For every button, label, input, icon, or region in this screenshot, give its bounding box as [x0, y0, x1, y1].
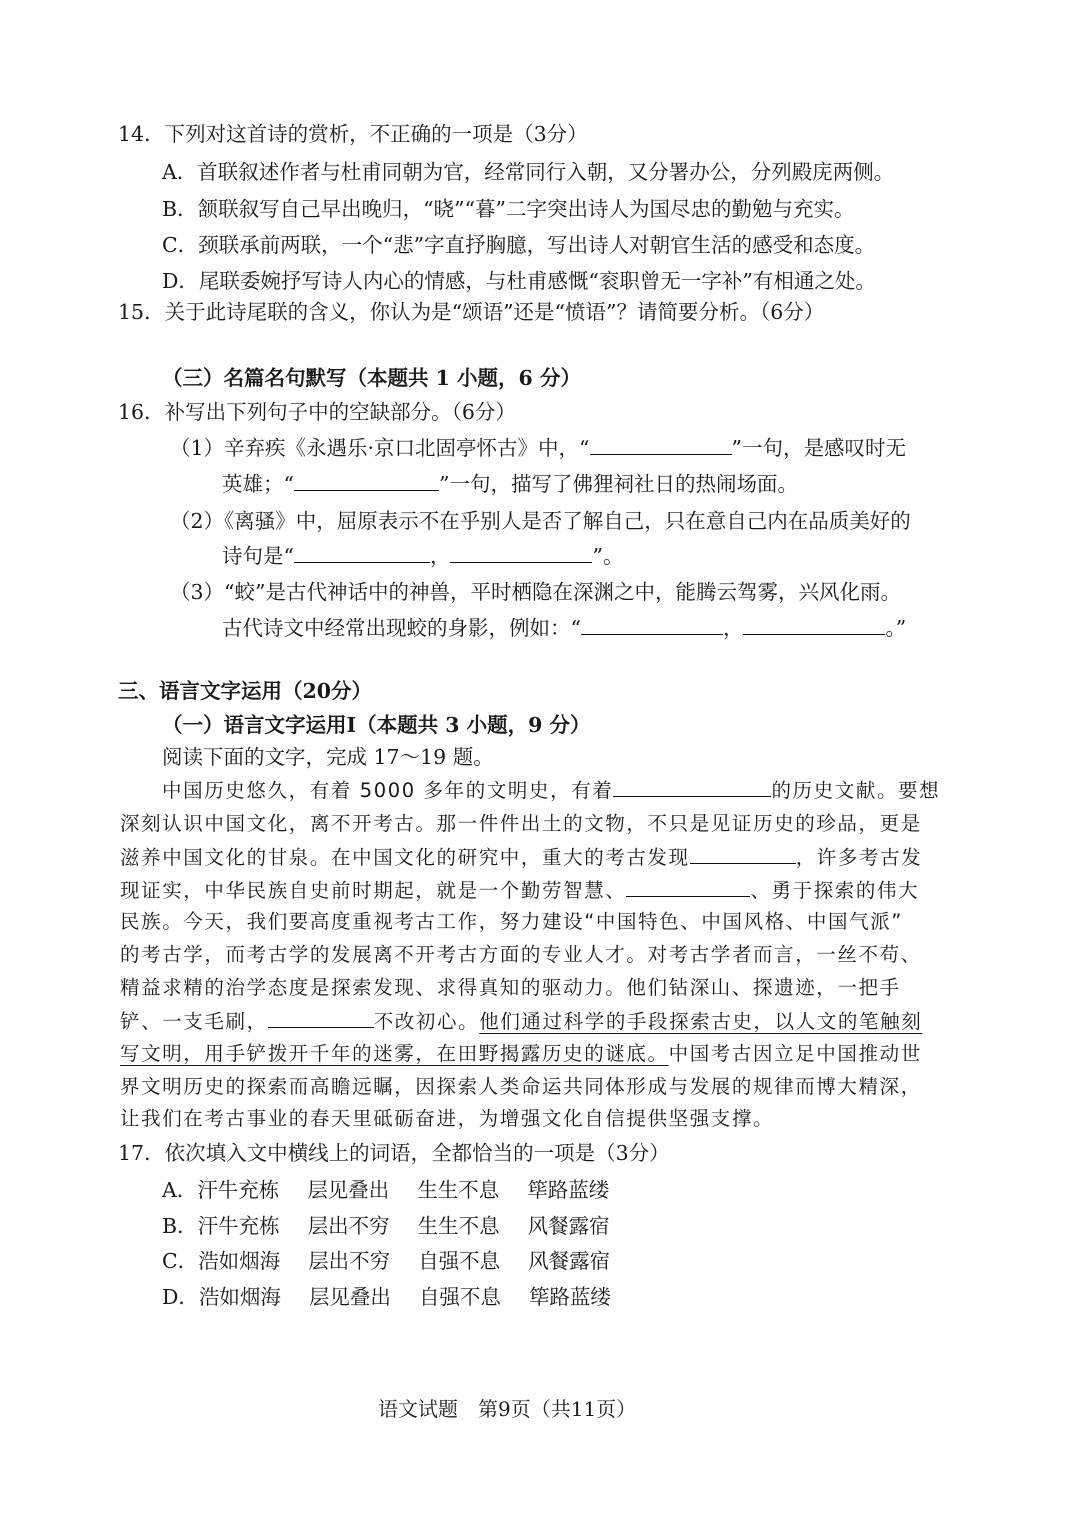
q16-p3-comma: ， — [722, 616, 744, 640]
passage-line3-a: 滋养中国文化的甘泉。在中国文化的研究中，重大的考古发现 — [120, 846, 690, 869]
answer-blank[interactable] — [743, 614, 885, 635]
q16-part2-line1: （2）《离骚》中，屈原表示不在乎别人是否了解自己，只在意自己内在品质美好的 — [170, 509, 911, 533]
option-word: 汗牛充栋 — [197, 1214, 280, 1238]
passage-line8-b: 不改初心。 — [373, 1010, 480, 1033]
q16-part3-line2 — [222, 614, 906, 642]
underlined-sentence-end: 写文明，用手铲拨开千年的迷雾，在田野揭露历史的谜底。 — [120, 1042, 669, 1065]
option-word: 层出不穷 — [308, 1249, 391, 1273]
q16-p2-text-before: 诗句是“ — [222, 544, 294, 568]
passage-line: 精益求精的治学态度是探索发现、求得真知的驱动力。他们钻深山、探遗迹，一把手 — [120, 976, 901, 999]
passage-line — [162, 776, 940, 805]
q14-option-d: D．尾联委婉抒写诗人内心的情感，与杜甫感慨“衮职曾无一字补”有相通之处。 — [162, 269, 876, 293]
q17-option-d — [162, 1283, 611, 1311]
option-word: 层出不穷 — [307, 1214, 390, 1238]
q16-p3-text-before: 古代诗文中经常出现蛟的身影，例如：“ — [222, 616, 581, 640]
answer-blank[interactable] — [268, 1007, 374, 1028]
q16-p1b-text-before: 英雄；“ — [222, 472, 294, 496]
q17-option-c — [162, 1247, 610, 1275]
answer-blank[interactable] — [450, 542, 592, 563]
option-label: B． — [162, 1214, 198, 1238]
passage-line3-b: ，许多考古发 — [795, 846, 923, 869]
q16-part3-line1: （3）“蛟”是古代神话中的神兽，平时栖隐在深渊之中，能腾云驾雾，兴风化雨。 — [170, 580, 902, 604]
option-label: C． — [162, 1249, 199, 1273]
option-word: 层见叠出 — [307, 1178, 390, 1202]
reading-instruction: 阅读下面的文字，完成 17～19 题。 — [162, 745, 494, 769]
passage-line1-b: 的历史文献。要想 — [771, 779, 941, 802]
option-word: 筚路蓝缕 — [527, 1178, 610, 1202]
option-word: 层见叠出 — [308, 1285, 391, 1309]
option-label: A． — [162, 1178, 198, 1202]
passage-line: 让我们在考古事业的春天里砥砺奋进，为增强文化自信提供坚强支撑。 — [120, 1107, 775, 1130]
option-word: 浩如烟海 — [198, 1285, 281, 1309]
passage-line — [120, 1007, 922, 1036]
answer-blank[interactable] — [690, 843, 796, 864]
q15-stem: 15．关于此诗尾联的含义，你认为是“颂语”还是“愤语”？请简要分析。（6分） — [118, 300, 825, 324]
q16-part2-line2 — [222, 542, 623, 570]
option-word: 汗牛充栋 — [197, 1178, 280, 1202]
q17-option-a — [162, 1176, 609, 1204]
answer-blank[interactable] — [294, 542, 430, 563]
passage-line4-b: 、勇于探索的伟大 — [750, 879, 920, 902]
option-word: 生生不息 — [417, 1214, 500, 1238]
q16-p2-comma: ， — [429, 544, 451, 568]
option-word: 风餐露宿 — [528, 1249, 611, 1273]
passage-line9-b: 中国考古因立足中国推动世 — [668, 1042, 922, 1065]
option-word: 风餐露宿 — [527, 1214, 610, 1238]
option-word: 生生不息 — [417, 1178, 500, 1202]
part3-sub-heading: （一）语言文字运用Ⅰ（本题共 3 小题，9 分） — [162, 713, 591, 737]
q14-stem: 14．下列对这首诗的赏析，不正确的一项是（3分） — [118, 122, 588, 146]
q14-option-a: A．首联叙述作者与杜甫同朝为官，经常同行入朝，又分署办公，分列殿庑两侧。 — [162, 160, 895, 184]
passage-line — [120, 1040, 922, 1068]
answer-blank[interactable] — [294, 470, 439, 491]
option-word: 自强不息 — [418, 1285, 501, 1309]
passage-line: 民族。今天，我们要高度重视考古工作，努力建设“中国特色、中国风格、中国气派” — [120, 910, 904, 933]
option-word: 浩如烟海 — [198, 1249, 281, 1273]
option-word: 筚路蓝缕 — [528, 1285, 611, 1309]
option-word: 自强不息 — [418, 1249, 501, 1273]
q17-option-b — [162, 1212, 610, 1240]
part3-heading: 三、语言文字运用（20分） — [118, 679, 373, 703]
q16-part1-line2 — [222, 470, 798, 498]
q14-option-b: B．颔联叙写自己早出晚归，“晓”“暮”二字突出诗人为国尽忠的勤勉与充实。 — [162, 197, 855, 221]
q16-p1-text-before: （1）辛弃疾《永遇乐·京口北固亭怀古》中，“ — [170, 436, 590, 460]
q16-part1-line1 — [170, 434, 906, 462]
passage-line: 的考古学，而考古学的发展离不开考古方面的专业人才。对考古学者而言，一丝不苟、 — [120, 943, 922, 966]
answer-blank[interactable] — [590, 434, 732, 455]
q16-stem: 16．补写出下列句子中的空缺部分。（6分） — [118, 400, 516, 424]
q14-option-c: C．颈联承前两联，一个“悲”字直抒胸臆，写出诗人对朝官生活的感受和态度。 — [162, 233, 876, 257]
q16-p2-text-after: ”。 — [592, 544, 624, 568]
passage-line — [120, 876, 919, 905]
section-heading-recitation: （三）名篇名句默写（本题共 1 小题，6 分） — [162, 366, 581, 390]
passage-line8-a: 铲、一支毛刷， — [120, 1010, 268, 1033]
q16-p1b-text-after: ”一句，描写了佛狸祠社日的热闹场面。 — [438, 472, 798, 496]
q17-stem: 17．依次填入文中横线上的词语，全都恰当的一项是（3分） — [118, 1141, 670, 1165]
page-footer: 语文试题 第9页（共11页） — [378, 1397, 637, 1421]
answer-blank[interactable] — [613, 776, 771, 797]
passage-line: 深刻认识中国文化，离不开考古。那一件件出土的文物，不只是见证历史的珍品，更是 — [120, 812, 922, 835]
q16-p1-text-after: ”一句，是感叹时无 — [731, 436, 907, 460]
passage-line: 界文明历史的探索而高瞻远瞩，因探索人类命运共同体形成与发展的规律而博大精深， — [120, 1075, 922, 1098]
passage-line — [120, 843, 922, 872]
q16-p3-text-after: 。” — [885, 616, 907, 640]
passage-line4-a: 现证实，中华民族自史前时期起，就是一个勤劳智慧、 — [120, 879, 627, 902]
answer-blank[interactable] — [581, 614, 723, 635]
underlined-sentence: 他们通过科学的手段探索古史，以人文的笔触刻 — [479, 1010, 923, 1033]
answer-blank[interactable] — [626, 876, 750, 897]
passage-line1-a: 中国历史悠久，有着 5000 多年的文明史，有着 — [162, 779, 614, 802]
option-label: D． — [162, 1285, 199, 1309]
